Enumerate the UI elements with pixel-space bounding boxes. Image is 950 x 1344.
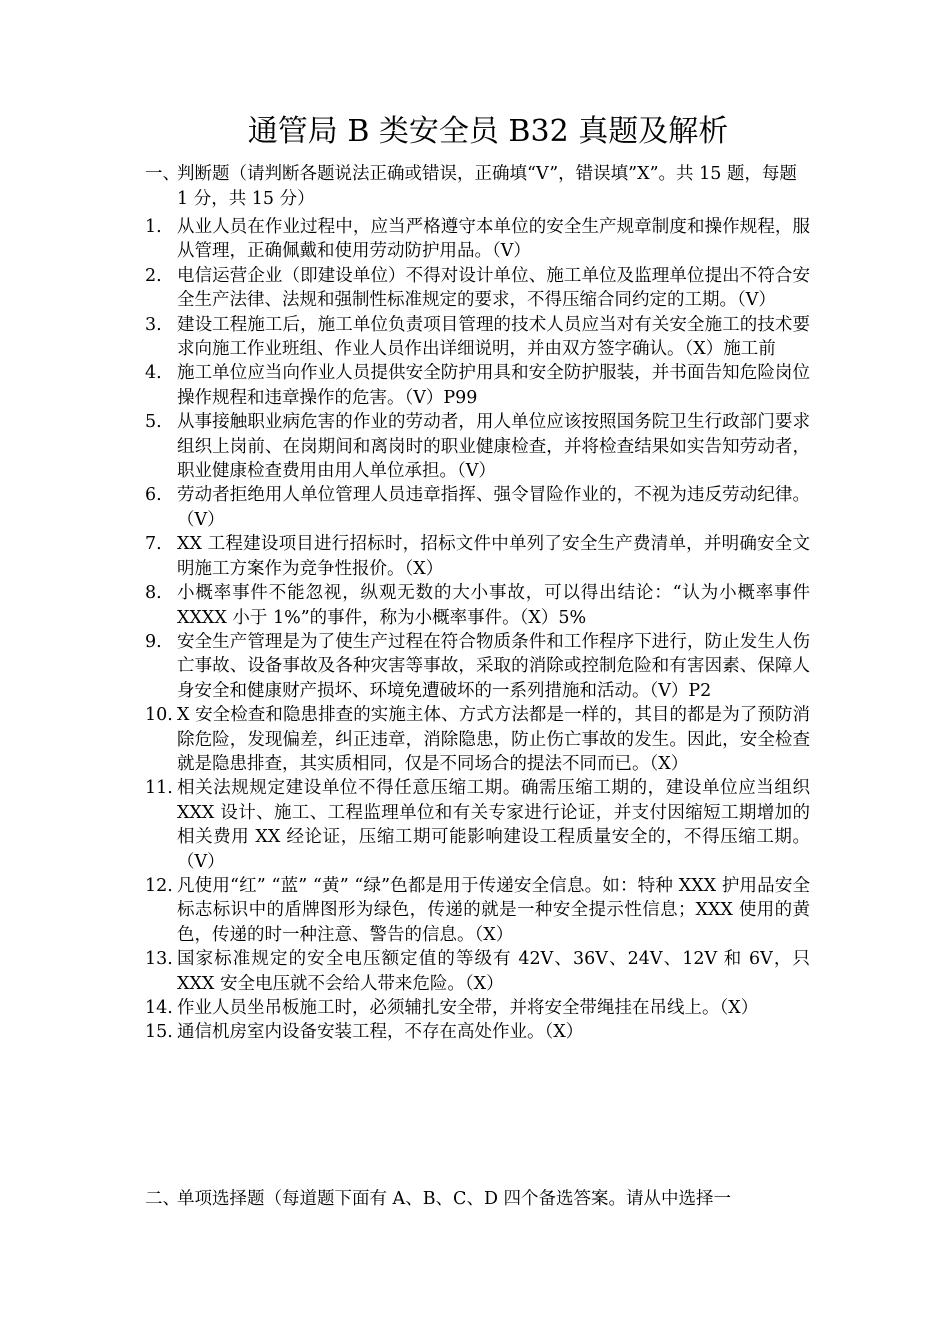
question-item [145,703,810,776]
section-2-number: 二、 [145,1189,180,1209]
section-1-number: 一、 [145,164,180,184]
question-text: 劳动者拒绝用人单位管理人员违章指挥、强令冒险作业的，不视为违反劳动纪律。（V） [177,485,810,530]
question-item [145,776,810,874]
question-number: 15. [145,1022,173,1043]
question-text: 相关法规规定建设单位不得任意压缩工期。确需压缩工期的，建设单位应当组织 XXX 设计、施工、工程监理单位和有关专家进行论证，并支付因缩短工期增加的相关费用 XX 经论证，压缩工期可能影响建设工程质量安全的，不得压缩工期。（V） [177,778,810,872]
question-number: 9. [145,631,162,652]
question-item [145,532,810,581]
question-item [145,215,810,264]
question-text: 作业人员坐吊板施工时，必须辅扎安全带，并将安全带绳挂在吊线上。（X） [177,998,759,1018]
question-item [145,410,810,483]
question-text: 通信机房室内设备安装工程，不存在高处作业。（X） [177,1022,584,1043]
question-item [145,947,810,996]
question-number: 8. [145,583,162,604]
question-number: 6. [145,485,162,506]
judgment-question-list [145,215,810,1045]
question-number: 3. [145,314,162,335]
question-text: 电信运营企业（即建设单位）不得对设计单位、施工单位及监理单位提出不符合安全生产法律、法规和强制性标准规定的要求，不得压缩合同约定的工期。（V） [177,265,810,311]
question-text: 国家标准规定的安全电压额定值的等级有 42V、36V、24V、12V 和 6V，只 XXX 安全电压就不会给人带来危险。（X） [177,949,810,994]
question-number: 1. [145,217,162,237]
section-2-heading [145,1187,810,1212]
document-title: 通管局 B 类安全员 B32 真题及解析 [247,114,729,149]
question-text: X 安全检查和隐患排查的实施主体、方式方法都是一样的，其目的都是为了预防消除危险，发现偏差，纠正违章，消除隐患，防止伤亡事故的发生。因此，安全检查就是隐患排查，其实质相同，仅是不同场合的提法不同而已。（X） [177,705,810,774]
question-item [145,996,810,1020]
question-text: 小概率事件不能忽视，纵观无数的大小事故，可以得出结论：“认为小概率事件 XXXX 小于 1%”的事件，称为小概率事件。（X）5% [177,583,810,628]
question-item [145,1020,810,1044]
question-item [145,483,810,532]
question-text: 建设工程施工后，施工单位负责项目管理的技术人员应当对有关安全施工的技术要求向施工作业班组、作业人员作出详细说明，并由双方签字确认。（X）施工前 [177,314,810,360]
question-item [145,630,810,703]
question-text: 凡使用“红” “蓝” “黄” “绿”色都是用于传递安全信息。如：特种 XXX 护用品安全标志标识中的盾牌图形为绿色，传递的就是一种安全提示性信息；XXX 使用的黄色，传递的时一种注意、警告的信息。（X） [177,875,810,945]
question-item [145,581,810,630]
question-number: 14. [145,998,173,1018]
question-text: 安全生产管理是为了使生产过程在符合物质条件和工作程序下进行，防止发生人伤亡事故、设备事故及各种灾害等事故，采取的消除或控制危险和有害因素、保障人身安全和健康财产损坏、环境免遭破坏的一系列措施和活动。（V）P2 [177,631,810,701]
section-2-text: 单项选择题（每道题下面有 A、B、C、D 四个备选答案。请从中选择一 [177,1189,732,1209]
question-item [145,264,810,313]
question-number: 11. [145,778,173,799]
question-text: XX 工程建设项目进行招标时，招标文件中单列了安全生产费清单，并明确安全文明施工方案作为竞争性报价。（X） [177,534,810,579]
question-text: 施工单位应当向作业人员提供安全防护用具和安全防护服装，并书面告知危险岗位操作规程和违章操作的危害。（V）P99 [177,363,810,408]
question-number: 13. [145,949,173,970]
section-1-heading [145,162,810,211]
section-1-text: 判断题（请判断各题说法正确或错误，正确填“V”，错误填”X”。共 15 题，每题 1 分，共 15 分） [177,164,797,209]
question-item [145,313,810,362]
question-number: 7. [145,534,162,555]
question-number: 12. [145,875,173,896]
question-number: 4. [145,363,162,384]
question-text: 从事接触职业病危害的作业的劳动者，用人单位应该按照国务院卫生行政部门要求组织上岗前、在岗期间和离岗时的职业健康检查，并将检查结果如实告知劳动者，职业健康检查费用由用人单位承担。（V） [177,412,810,482]
question-number: 5. [145,412,162,433]
question-number: 2. [145,265,162,286]
question-item [145,361,810,410]
question-number: 10. [145,705,173,726]
question-item [145,874,810,947]
question-text: 从业人员在作业过程中，应当严格遵守本单位的安全生产规章制度和操作规程，服从管理，正确佩戴和使用劳动防护用品。（V） [177,217,810,262]
